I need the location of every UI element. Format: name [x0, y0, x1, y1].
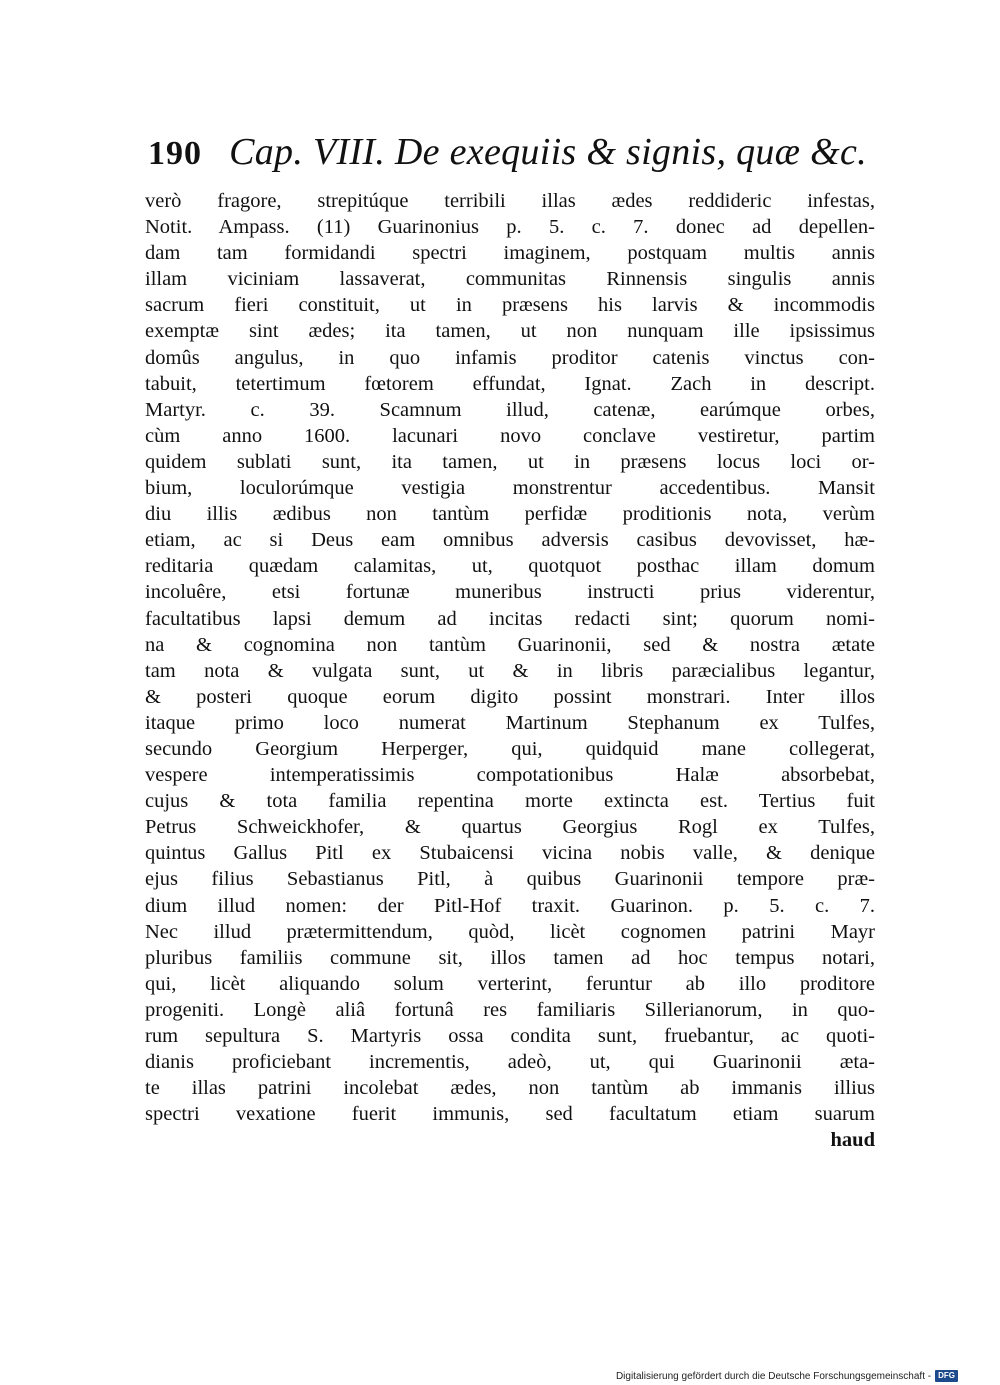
dfg-logo: DFG: [935, 1370, 958, 1382]
text-line: illam viciniam lassaverat, communitas Rinnensis singulis annis: [145, 268, 875, 291]
text-line: facultatibus lapsi demum ad incitas redacti sint; quorum nomi-: [145, 607, 875, 630]
page-header: [148, 130, 868, 180]
text-line: & posteri quoque eorum digito possint monstrari. Inter illos: [145, 685, 875, 708]
text-line: quidem sublati sunt, ita tamen, ut in præsens locus loci or-: [145, 450, 875, 473]
text-line: etiam, ac si Deus eam omnibus adversis casibus devovisset, hæ-: [145, 529, 875, 552]
body-text: [145, 188, 875, 1153]
text-line: domûs angulus, in quo infamis proditor catenis vinctus con-: [145, 346, 875, 369]
text-line: Notit. Ampass. (11) Guarinonius p. 5. c. 7. donec ad depellen-: [145, 216, 875, 239]
text-line: bium, loculorúmque vestigia monstrentur accedentibus. Mansit: [145, 477, 875, 500]
text-line: pluribus familiis commune sit, illos tamen ad hoc tempus notari,: [145, 946, 875, 969]
text-line: cujus & tota familia repentina morte extincta est. Tertius fuit: [145, 790, 875, 813]
text-line: rum sepultura S. Martyris ossa condita sunt, fruebantur, ac quoti-: [145, 1025, 875, 1047]
text-line: sacrum fieri constituit, ut in præsens his larvis & incommodis: [145, 294, 875, 317]
text-line: incoluêre, etsi fortunæ muneribus instructi prius viderentur,: [145, 581, 875, 604]
text-line: vespere intemperatissimis compotationibus Halæ absorbebat,: [145, 764, 875, 787]
text-line: Petrus Schweickhofer, & quartus Georgius Rogl ex Tulfes,: [145, 816, 875, 839]
credit-text: Digitalisierung gefördert durch die Deutsche Forschungsgemeinschaft -: [615, 1370, 932, 1382]
text-line: na & cognomina non tantùm Guarinonii, sed & nostra ætate: [145, 633, 875, 656]
text-line: dam tam formidandi spectri imaginem, postquam multis annis: [145, 242, 875, 265]
text-line: itaque primo loco numerat Martinum Stephanum ex Tulfes,: [145, 711, 875, 734]
text-line: spectri vexatione fuerit immunis, sed facultatum etiam suarum: [145, 1103, 875, 1126]
text-line: qui, licèt aliquando solum verterint, feruntur ab illo proditore: [145, 972, 875, 995]
text-line: progeniti. Longè aliâ fortunâ res familiaris Sillerianorum, in quo-: [145, 998, 875, 1021]
text-line: te illas patrini incolebat ædes, non tantùm ab immanis illius: [145, 1077, 875, 1100]
text-line: Martyr. c. 39. Scamnum illud, catenæ, earúmque orbes,: [145, 398, 875, 421]
text-line: verò fragore, strepitúque terribili illas ædes reddideric infestas,: [145, 190, 875, 212]
text-line: secundo Georgium Herperger, qui, quidquid mane collegerat,: [145, 737, 875, 760]
digitization-credit: [616, 1369, 958, 1383]
text-line: cùm anno 1600. lacunari novo conclave vestiretur, partim: [145, 424, 875, 447]
text-line: exemptæ sint ædes; ita tamen, ut non nunquam ille ipsissimus: [145, 320, 875, 343]
text-line: reditaria quædam calamitas, ut, quotquot posthac illam domum: [145, 555, 875, 578]
text-line: tam nota & vulgata sunt, ut & in libris paræcialibus legantur,: [145, 659, 875, 682]
text-line: diu illis ædibus non tantùm perfidæ proditionis nota, verùm: [145, 503, 875, 526]
text-line: ejus filius Sebastianus Pitl, à quibus Guarinonii tempore præ-: [145, 868, 875, 891]
running-head: Cap. VIII. De exequiis & signis, quæ &c.: [229, 131, 867, 173]
text-line: Nec illud prætermittendum, quòd, licèt cognomen patrini Mayr: [145, 920, 875, 943]
text-line: dium illud nomen: der Pitl-Hof traxit. Guarinon. p. 5. c. 7.: [145, 894, 875, 917]
text-line: tabuit, tetertimum fœtorem effundat, Ignat. Zach in descript.: [145, 372, 875, 395]
page-number: 190: [148, 135, 202, 172]
text-line: quintus Gallus Pitl ex Stubaicensi vicina nobis valle, & denique: [145, 842, 875, 865]
text-line: dianis proficiebant incrementis, adeò, ut, qui Guarinonii æta-: [145, 1051, 875, 1074]
catchword: haud: [830, 1129, 875, 1152]
